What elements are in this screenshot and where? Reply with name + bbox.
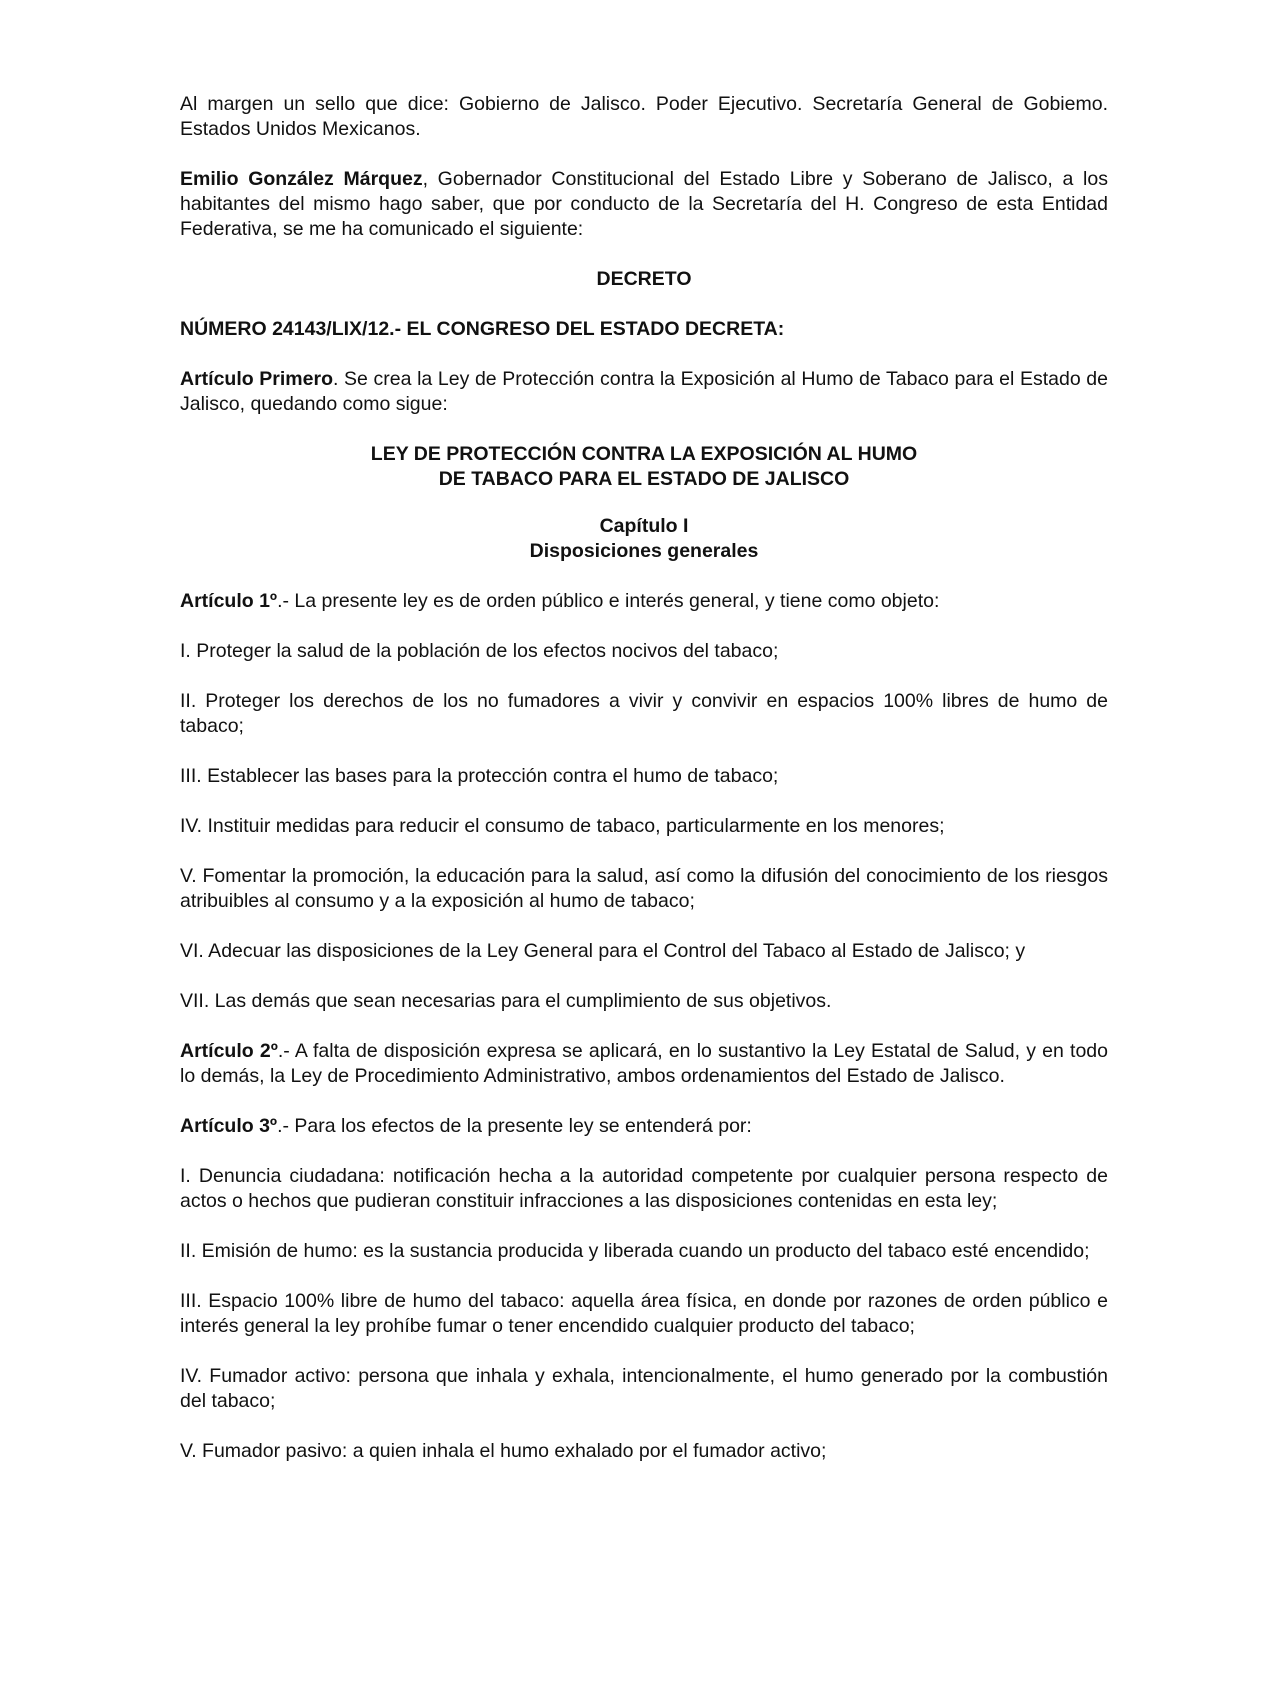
list-item: III. Espacio 100% libre de humo del tabaco: aquella área física, en donde por razones de orden público e interés general la ley prohíbe fumar o tener encendido cualquier producto del tabaco; bbox=[180, 1290, 1108, 1337]
article-3-paragraph bbox=[180, 1114, 1108, 1139]
law-title bbox=[180, 442, 1108, 492]
first-article-paragraph bbox=[180, 367, 1108, 417]
decree-number: NÚMERO 24143/LIX/12.- EL CONGRESO DEL ESTADO DECRETA: bbox=[180, 318, 785, 340]
chapter-name: Disposiciones generales bbox=[529, 540, 759, 562]
chapter-number: Capítulo I bbox=[599, 515, 689, 537]
article-1-paragraph bbox=[180, 589, 1108, 614]
list-item: II. Proteger los derechos de los no fumadores a vivir y convivir en espacios 100% libres de humo de tabaco; bbox=[180, 690, 1108, 737]
document-page bbox=[180, 92, 1108, 1489]
decree-heading: DECRETO bbox=[596, 268, 692, 290]
governor-paragraph bbox=[180, 167, 1108, 242]
list-item: II. Emisión de humo: es la sustancia producida y liberada cuando un producto del tabaco esté encendido; bbox=[180, 1240, 1090, 1262]
article-1-text: .- La presente ley es de orden público e interés general, y tiene como objeto: bbox=[277, 590, 940, 612]
article-2-label: Artículo 2º bbox=[180, 1040, 278, 1062]
law-title-line2: DE TABACO PARA EL ESTADO DE JALISCO bbox=[438, 468, 850, 490]
list-item: VI. Adecuar las disposiciones de la Ley General para el Control del Tabaco al Estado de Jalisco; y bbox=[180, 940, 1026, 962]
first-article-label: Artículo Primero bbox=[180, 368, 333, 390]
law-title-line1: LEY DE PROTECCIÓN CONTRA LA EXPOSICIÓN AL HUMO bbox=[370, 443, 918, 465]
governor-text: , Gobernador Constitucional del Estado Libre y Soberano de Jalisco, a los habitantes del mismo hago saber, que por conducto de la Secretaría del H. Congreso de esta Entidad Federativa, se me ha comunicado el siguiente: bbox=[180, 168, 1108, 240]
article-3-label: Artículo 3º bbox=[180, 1115, 278, 1137]
list-item: VII. Las demás que sean necesarias para el cumplimiento de sus objetivos. bbox=[180, 990, 832, 1012]
governor-name: Emilio González Márquez bbox=[180, 168, 423, 190]
article-2-paragraph bbox=[180, 1039, 1108, 1089]
list-item: V. Fumador pasivo: a quien inhala el humo exhalado por el fumador activo; bbox=[180, 1440, 827, 1462]
list-item: I. Denuncia ciudadana: notificación hecha a la autoridad competente por cualquier persona respecto de actos o hechos que pudieran constituir infracciones a las disposiciones contenidas en esta ley; bbox=[180, 1165, 1108, 1212]
list-item: V. Fomentar la promoción, la educación para la salud, así como la difusión del conocimiento de los riesgos atribuibles al consumo y a la exposición al humo de tabaco; bbox=[180, 865, 1108, 912]
article-2-text: .- A falta de disposición expresa se aplicará, en lo sustantivo la Ley Estatal de Salud, y en todo lo demás, la Ley de Procedimiento Administrativo, ambos ordenamientos del Estado de Jalisco. bbox=[180, 1040, 1108, 1087]
chapter-heading bbox=[180, 514, 1108, 564]
list-item: IV. Fumador activo: persona que inhala y exhala, intencionalmente, el humo generado por la combustión del tabaco; bbox=[180, 1365, 1108, 1412]
list-item: IV. Instituir medidas para reducir el consumo de tabaco, particularmente en los menores; bbox=[180, 815, 945, 837]
first-article-text: . Se crea la Ley de Protección contra la Exposición al Humo de Tabaco para el Estado de Jalisco, quedando como sigue: bbox=[180, 368, 1108, 415]
article-3-text: .- Para los efectos de la presente ley se entenderá por: bbox=[277, 1115, 752, 1137]
list-item: III. Establecer las bases para la protección contra el humo de tabaco; bbox=[180, 765, 779, 787]
list-item: I. Proteger la salud de la población de los efectos nocivos del tabaco; bbox=[180, 640, 779, 662]
seal-paragraph: Al margen un sello que dice: Gobierno de Jalisco. Poder Ejecutivo. Secretaría General de Gobiemo. Estados Unidos Mexicanos. bbox=[180, 93, 1108, 140]
article-1-label: Artículo 1º bbox=[180, 590, 278, 612]
